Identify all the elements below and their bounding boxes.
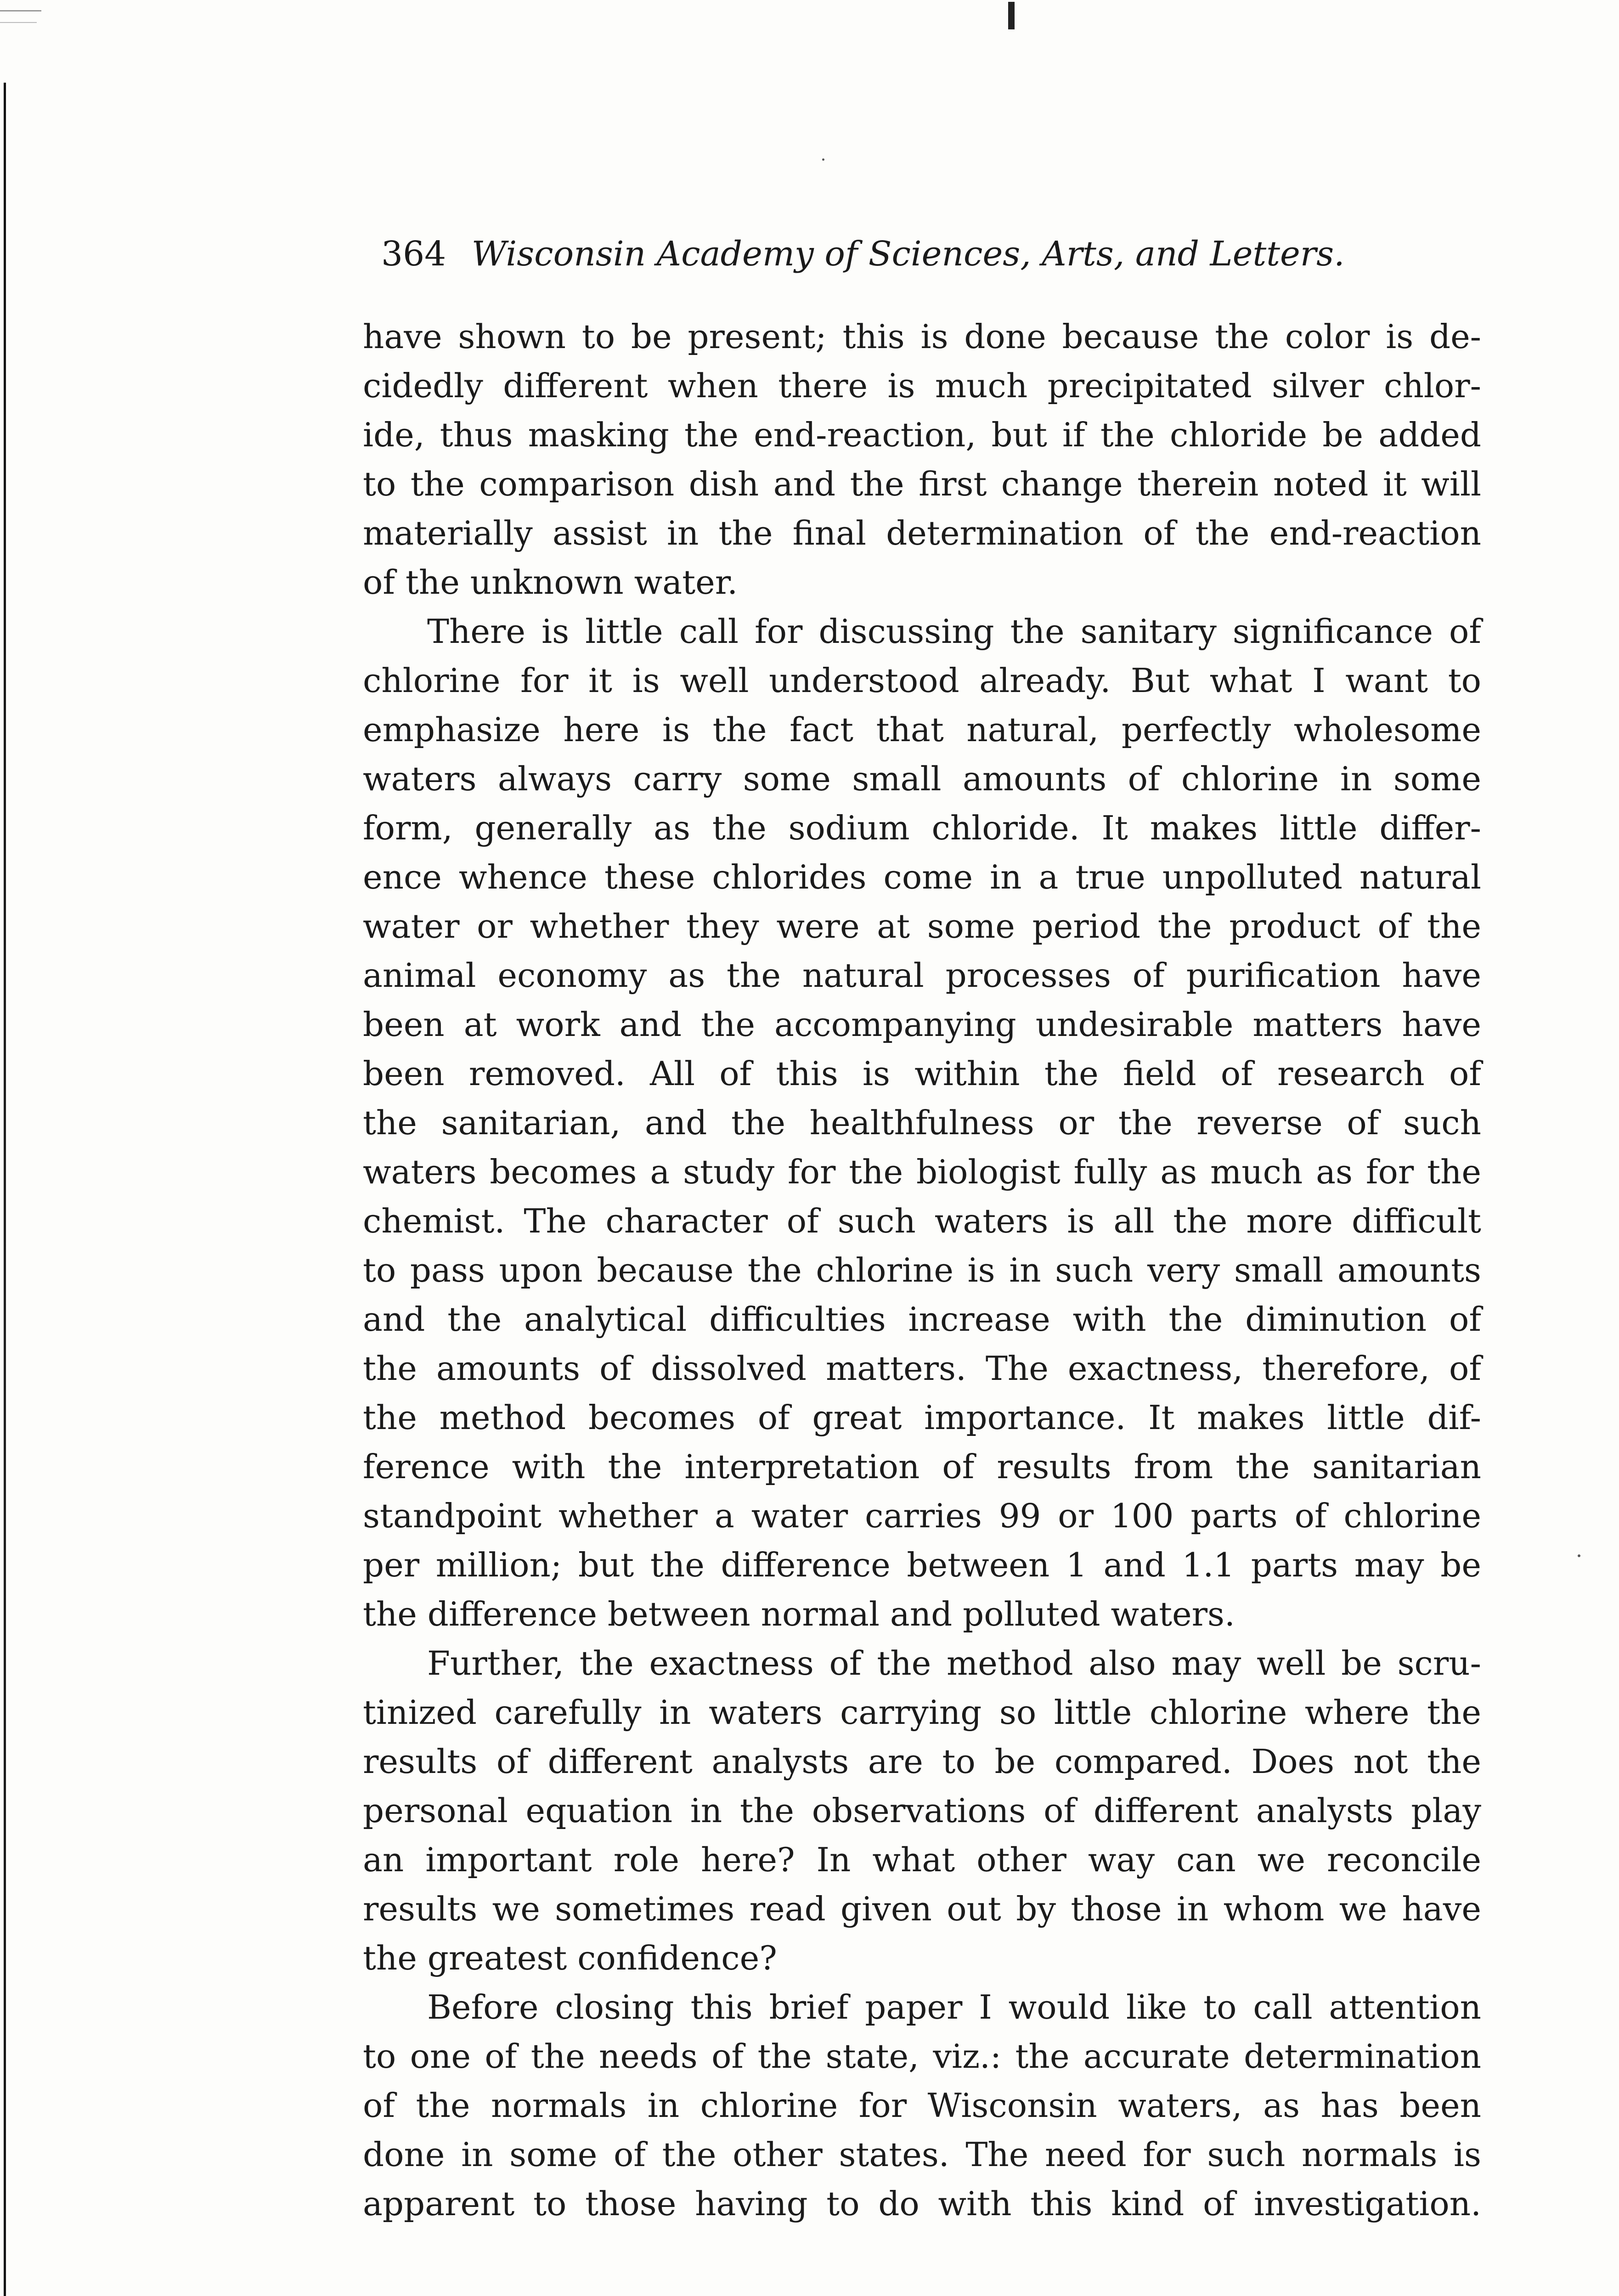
- text-line: chemist. The character of such waters is all the more difficult: [363, 1202, 1481, 1240]
- text-line: done in some of the other states. The need for such normals is: [363, 2135, 1481, 2174]
- scan-mark: [0, 22, 37, 23]
- text-line: ide, thus masking the end-reaction, but if the chloride be added: [363, 416, 1481, 454]
- text-line: of the normals in chlorine for Wisconsin waters, as has been: [363, 2086, 1481, 2125]
- paragraph: [363, 607, 1481, 1639]
- text-line: animal economy as the natural processes of purification have: [363, 956, 1481, 995]
- text-line: chlorine for it is well understood already. But what I want to: [363, 661, 1481, 700]
- paragraph: [363, 1983, 1481, 2228]
- text-line: the difference between normal and polluted waters.: [363, 1595, 1235, 1633]
- text-line: waters becomes a study for the biologist fully as much as for the: [363, 1153, 1481, 1191]
- text-line: ence whence these chlorides come in a true unpolluted natural: [363, 858, 1481, 896]
- paragraph: [363, 1639, 1481, 1983]
- text-line: to one of the needs of the state, viz.: the accurate determination: [363, 2037, 1481, 2076]
- text-line: the amounts of dissolved matters. The exactness, therefore, of: [363, 1349, 1481, 1388]
- paragraph: [363, 312, 1481, 607]
- text-line: There is little call for discussing the sanitary significance of: [427, 612, 1481, 651]
- text-line: water or whether they were at some period the product of the: [363, 907, 1481, 945]
- running-header: [381, 234, 1484, 280]
- scan-mark: [1008, 2, 1015, 29]
- text-line: form, generally as the sodium chloride. It makes little differ-: [363, 809, 1481, 847]
- text-line: and the analytical difficulties increase with the diminution of: [363, 1300, 1481, 1339]
- text-line: been at work and the accompanying undesirable matters have: [363, 1005, 1481, 1044]
- text-line: ference with the interpretation of results from the sanitarian: [363, 1447, 1481, 1486]
- body-text: [363, 312, 1481, 2228]
- text-line: tinized carefully in waters carrying so little chlorine where the: [363, 1693, 1481, 1732]
- text-line: personal equation in the observations of different analysts play: [363, 1791, 1481, 1830]
- text-line: results of different analysts are to be compared. Does not the: [363, 1742, 1481, 1781]
- text-line: to pass upon because the chlorine is in such very small amounts: [363, 1251, 1481, 1289]
- text-line: to the comparison dish and the first change therein noted it will: [363, 465, 1481, 503]
- text-line: waters always carry some small amounts of chlorine in some: [363, 760, 1481, 798]
- text-line: materially assist in the final determination of the end-reaction: [363, 514, 1481, 552]
- scan-speck: [1578, 1554, 1580, 1557]
- text-line: the method becomes of great importance. It makes little dif-: [363, 1398, 1481, 1437]
- text-line: apparent to those having to do with this kind of investigation.: [363, 2184, 1481, 2223]
- text-line: per million; but the difference between 1 and 1.1 parts may be: [363, 1546, 1481, 1584]
- text-line: emphasize here is the fact that natural, perfectly wholesome: [363, 710, 1481, 749]
- journal-title: Wisconsin Academy of Sciences, Arts, and Letters.: [471, 234, 1345, 274]
- text-line: an important role here? In what other way can we reconcile: [363, 1840, 1481, 1879]
- text-line: results we sometimes read given out by those in whom we have: [363, 1890, 1481, 1928]
- scan-speck: [822, 158, 824, 161]
- scan-mark: [0, 10, 41, 11]
- text-line: the greatest confidence?: [363, 1939, 777, 1977]
- text-line: been removed. All of this is within the field of research of: [363, 1054, 1481, 1093]
- page-number: 364: [381, 234, 446, 274]
- text-line: of the unknown water.: [363, 563, 738, 602]
- text-line: Further, the exactness of the method also may well be scru-: [427, 1644, 1481, 1683]
- text-line: Before closing this brief paper I would like to call attention: [427, 1988, 1481, 2026]
- text-line: have shown to be present; this is done because the color is de-: [363, 317, 1481, 356]
- text-line: cidedly different when there is much precipitated silver chlor-: [363, 366, 1481, 405]
- scan-edge-shadow: [4, 83, 6, 2296]
- text-line: standpoint whether a water carries 99 or 100 parts of chlorine: [363, 1497, 1481, 1535]
- text-line: the sanitarian, and the healthfulness or the reverse of such: [363, 1103, 1481, 1142]
